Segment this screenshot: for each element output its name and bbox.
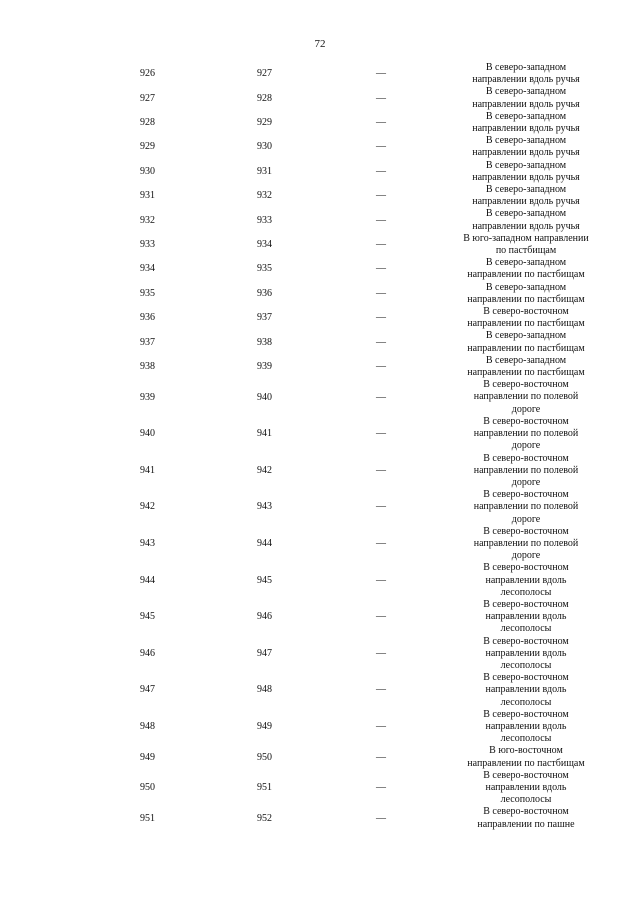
point-to: 929 xyxy=(257,116,272,128)
description-line: В северо-восточном xyxy=(483,525,569,537)
point-from: 938 xyxy=(140,360,155,372)
direction-description xyxy=(452,330,600,354)
description-line: направлении вдоль ручья xyxy=(472,123,580,135)
direction-description xyxy=(452,208,600,232)
direction-description xyxy=(452,745,600,769)
point-from: 931 xyxy=(140,190,155,202)
description-line: направлении вдоль xyxy=(485,574,567,586)
point-to: 946 xyxy=(257,611,272,623)
description-line: лесополосы xyxy=(500,696,552,708)
description-line: дороге xyxy=(511,476,541,488)
table-row xyxy=(0,86,640,110)
point-to: 947 xyxy=(257,647,272,659)
table-row xyxy=(0,599,640,636)
table-row xyxy=(0,135,640,159)
direction-description xyxy=(452,379,600,416)
dash-cell: — xyxy=(376,190,386,202)
description-line: В северо-восточном xyxy=(483,708,569,720)
description-line: направлении по пастбищам xyxy=(467,367,585,379)
direction-description xyxy=(452,526,600,563)
dash-cell: — xyxy=(376,360,386,372)
table-row xyxy=(0,770,640,807)
direction-description xyxy=(452,257,600,281)
description-line: В северо-западном xyxy=(485,86,567,98)
dash-cell: — xyxy=(376,574,386,586)
point-to: 936 xyxy=(257,287,272,299)
dash-cell: — xyxy=(376,781,386,793)
description-line: лесополосы xyxy=(500,659,552,671)
description-line: В северо-западном xyxy=(485,184,567,196)
boundary-table xyxy=(0,62,640,831)
description-line: лесополосы xyxy=(500,733,552,745)
table-row xyxy=(0,160,640,184)
point-to: 943 xyxy=(257,501,272,513)
dash-cell: — xyxy=(376,720,386,732)
description-line: В северо-восточном xyxy=(483,672,569,684)
point-from: 939 xyxy=(140,391,155,403)
direction-description xyxy=(452,562,600,599)
point-to: 940 xyxy=(257,391,272,403)
description-line: направлении вдоль xyxy=(485,611,567,623)
description-line: В северо-западном xyxy=(485,257,567,269)
description-line: В северо-восточном xyxy=(483,306,569,318)
point-from: 941 xyxy=(140,464,155,476)
dash-cell: — xyxy=(376,141,386,153)
point-from: 944 xyxy=(140,574,155,586)
dash-cell: — xyxy=(376,238,386,250)
table-row xyxy=(0,416,640,453)
point-from: 951 xyxy=(140,812,155,824)
dash-cell: — xyxy=(376,214,386,226)
table-row xyxy=(0,745,640,769)
direction-description xyxy=(452,709,600,746)
table-row xyxy=(0,526,640,563)
point-to: 937 xyxy=(257,312,272,324)
description-line: В северо-восточном xyxy=(483,489,569,501)
description-line: направлении по пастбищам xyxy=(467,757,585,769)
description-line: лесополосы xyxy=(500,794,552,806)
direction-description xyxy=(452,355,600,379)
direction-description xyxy=(452,636,600,673)
dash-cell: — xyxy=(376,428,386,440)
point-to: 930 xyxy=(257,141,272,153)
point-from: 935 xyxy=(140,287,155,299)
description-line: направлении вдоль ручья xyxy=(472,147,580,159)
point-to: 949 xyxy=(257,720,272,732)
table-row xyxy=(0,453,640,490)
description-line: направлении вдоль xyxy=(485,720,567,732)
description-line: В северо-восточном xyxy=(483,806,569,818)
description-line: направлении вдоль ручья xyxy=(472,74,580,86)
description-line: лесополосы xyxy=(500,586,552,598)
description-line: направлении по полевой xyxy=(473,391,579,403)
description-line: направлении по полевой xyxy=(473,464,579,476)
description-line: дороге xyxy=(511,440,541,452)
direction-description xyxy=(452,135,600,159)
table-row xyxy=(0,62,640,86)
direction-description xyxy=(452,111,600,135)
point-from: 942 xyxy=(140,501,155,513)
description-line: В северо-восточном xyxy=(483,769,569,781)
point-to: 934 xyxy=(257,238,272,250)
point-from: 930 xyxy=(140,165,155,177)
page-number: 72 xyxy=(314,38,326,50)
description-line: В северо-восточном xyxy=(483,379,569,391)
description-line: направлении вдоль ручья xyxy=(472,220,580,232)
description-line: направлении по полевой xyxy=(473,537,579,549)
description-line: В северо-западном xyxy=(485,330,567,342)
table-row xyxy=(0,184,640,208)
direction-description xyxy=(452,184,600,208)
point-from: 945 xyxy=(140,611,155,623)
direction-description xyxy=(452,282,600,306)
description-line: В северо-западном xyxy=(485,135,567,147)
dash-cell: — xyxy=(376,336,386,348)
table-row xyxy=(0,257,640,281)
dash-cell: — xyxy=(376,647,386,659)
description-line: направлении по полевой xyxy=(473,428,579,440)
point-from: 949 xyxy=(140,751,155,763)
direction-description xyxy=(452,672,600,709)
point-from: 947 xyxy=(140,684,155,696)
direction-description xyxy=(452,62,600,86)
description-line: В северо-западном xyxy=(485,62,567,73)
description-line: В северо-восточном xyxy=(483,415,569,427)
direction-description xyxy=(452,453,600,490)
description-line: по пастбищам xyxy=(495,245,557,257)
point-to: 938 xyxy=(257,336,272,348)
point-to: 928 xyxy=(257,92,272,104)
direction-description xyxy=(452,489,600,526)
description-line: направлении вдоль xyxy=(485,684,567,696)
table-row xyxy=(0,111,640,135)
table-row xyxy=(0,489,640,526)
dash-cell: — xyxy=(376,165,386,177)
description-line: направлении вдоль ручья xyxy=(472,171,580,183)
description-line: В юго-восточном xyxy=(489,745,563,757)
point-to: 933 xyxy=(257,214,272,226)
direction-description xyxy=(452,416,600,453)
description-line: В северо-восточном xyxy=(483,452,569,464)
point-to: 927 xyxy=(257,68,272,80)
direction-description xyxy=(452,233,600,257)
point-to: 939 xyxy=(257,360,272,372)
point-to: 952 xyxy=(257,812,272,824)
point-from: 940 xyxy=(140,428,155,440)
description-line: В северо-западном xyxy=(485,281,567,293)
table-row xyxy=(0,562,640,599)
point-to: 948 xyxy=(257,684,272,696)
point-from: 932 xyxy=(140,214,155,226)
point-from: 929 xyxy=(140,141,155,153)
description-line: направлении вдоль xyxy=(485,781,567,793)
point-to: 931 xyxy=(257,165,272,177)
point-from: 928 xyxy=(140,116,155,128)
dash-cell: — xyxy=(376,684,386,696)
description-line: дороге xyxy=(511,550,541,562)
description-line: дороге xyxy=(511,403,541,415)
dash-cell: — xyxy=(376,537,386,549)
dash-cell: — xyxy=(376,751,386,763)
point-from: 934 xyxy=(140,263,155,275)
direction-description xyxy=(452,160,600,184)
description-line: В северо-восточном xyxy=(483,635,569,647)
direction-description xyxy=(452,806,600,830)
point-from: 950 xyxy=(140,781,155,793)
point-from: 933 xyxy=(140,238,155,250)
table-row xyxy=(0,306,640,330)
point-from: 937 xyxy=(140,336,155,348)
table-row xyxy=(0,355,640,379)
table-row xyxy=(0,379,640,416)
table-row xyxy=(0,282,640,306)
direction-description xyxy=(452,306,600,330)
table-row xyxy=(0,806,640,830)
description-line: В северо-западном xyxy=(485,110,567,122)
point-from: 926 xyxy=(140,68,155,80)
point-from: 943 xyxy=(140,537,155,549)
table-row xyxy=(0,636,640,673)
description-line: направлении по полевой xyxy=(473,501,579,513)
dash-cell: — xyxy=(376,116,386,128)
dash-cell: — xyxy=(376,501,386,513)
description-line: направлении вдоль ручья xyxy=(472,196,580,208)
description-line: направлении вдоль xyxy=(485,647,567,659)
dash-cell: — xyxy=(376,263,386,275)
point-from: 946 xyxy=(140,647,155,659)
description-line: В северо-восточном xyxy=(483,562,569,574)
table-row xyxy=(0,233,640,257)
point-to: 932 xyxy=(257,190,272,202)
description-line: направлении по пастбищам xyxy=(467,293,585,305)
description-line: направлении по пастбищам xyxy=(467,318,585,330)
description-line: направлении по пастбищам xyxy=(467,269,585,281)
table-row xyxy=(0,330,640,354)
description-line: В северо-западном xyxy=(485,159,567,171)
point-from: 936 xyxy=(140,312,155,324)
description-line: В юго-западном направлении xyxy=(463,232,589,244)
dash-cell: — xyxy=(376,312,386,324)
dash-cell: — xyxy=(376,464,386,476)
table-row xyxy=(0,672,640,709)
dash-cell: — xyxy=(376,92,386,104)
direction-description xyxy=(452,86,600,110)
point-from: 927 xyxy=(140,92,155,104)
direction-description xyxy=(452,770,600,807)
point-to: 935 xyxy=(257,263,272,275)
table-row xyxy=(0,208,640,232)
dash-cell: — xyxy=(376,812,386,824)
dash-cell: — xyxy=(376,68,386,80)
description-line: направлении вдоль ручья xyxy=(472,98,580,110)
point-to: 951 xyxy=(257,781,272,793)
dash-cell: — xyxy=(376,611,386,623)
description-line: направлении по пастбищам xyxy=(467,342,585,354)
point-to: 942 xyxy=(257,464,272,476)
dash-cell: — xyxy=(376,391,386,403)
point-to: 950 xyxy=(257,751,272,763)
description-line: направлении по пашне xyxy=(477,818,575,830)
point-to: 941 xyxy=(257,428,272,440)
point-from: 948 xyxy=(140,720,155,732)
dash-cell: — xyxy=(376,287,386,299)
description-line: В северо-западном xyxy=(485,208,567,220)
description-line: В северо-западном xyxy=(485,354,567,366)
point-to: 945 xyxy=(257,574,272,586)
description-line: лесополосы xyxy=(500,623,552,635)
point-to: 944 xyxy=(257,537,272,549)
table-row xyxy=(0,709,640,746)
description-line: дороге xyxy=(511,513,541,525)
direction-description xyxy=(452,599,600,636)
description-line: В северо-восточном xyxy=(483,598,569,610)
